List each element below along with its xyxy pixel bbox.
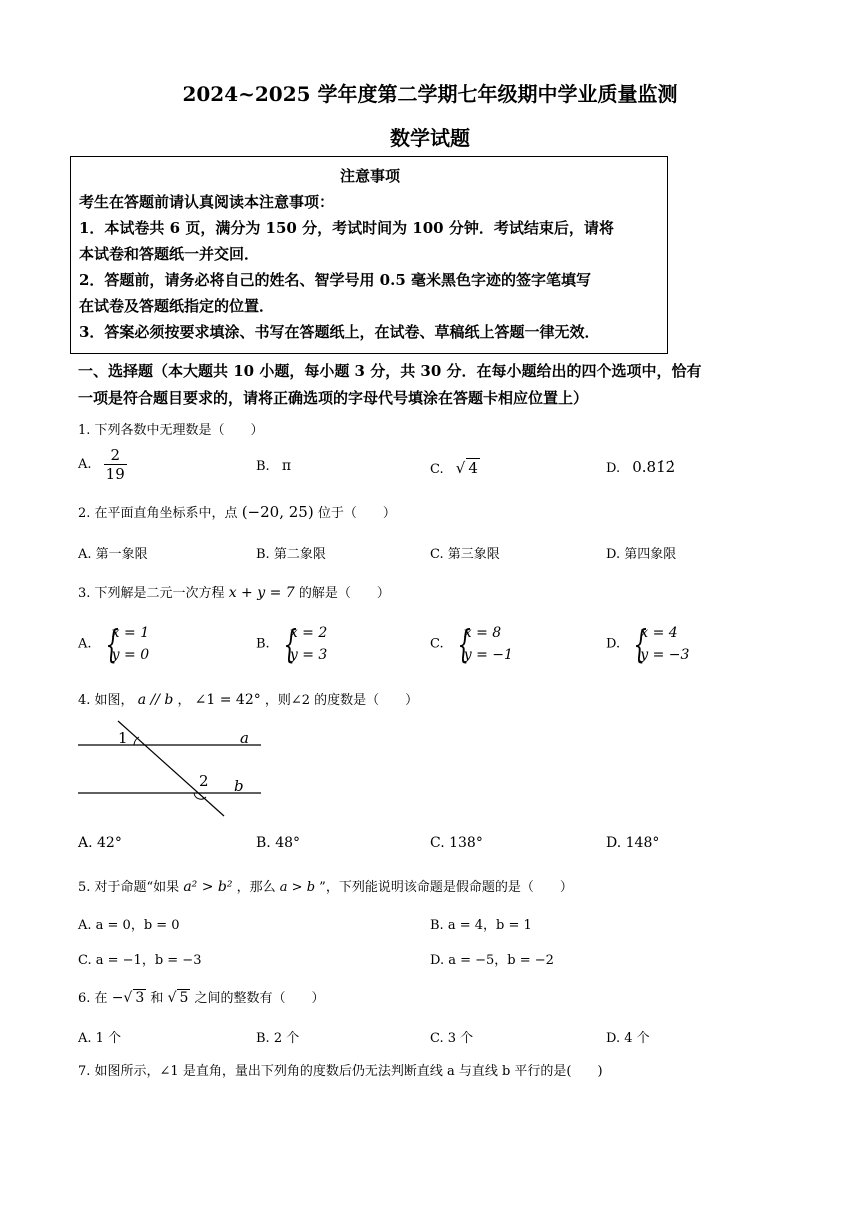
exam-title: 2024~2025 学年度第二学期七年级期中学业质量监测	[182, 82, 678, 106]
q3-option-b-label: B.	[256, 636, 270, 652]
q5-stem-mid: ，那么	[236, 880, 276, 895]
q3-c-eq2: y = −1	[463, 647, 513, 663]
q3-equation: x + y = 7	[228, 585, 295, 601]
q6-stem-post: 之间的整数有（ ）	[194, 991, 325, 1006]
notice-item-3: 3．答案必须按要求填涂、书写在答题纸上，在试卷、草稿纸上答题一律无效．	[79, 323, 600, 341]
q5-option-b: B. a = 4，b = 1	[430, 918, 532, 933]
q3-stem-post: 的解是（ ）	[298, 586, 390, 601]
q3-d-eq2: y = −3	[640, 647, 690, 663]
question-5-stem	[78, 876, 573, 895]
q2-option-c: C. 第三象限	[430, 547, 500, 562]
q6-value-2: 5	[179, 990, 189, 1006]
q6-neg-sqrt-sign: −√	[111, 990, 133, 1006]
q3-stem-pre: 3. 下列解是二元一次方程	[78, 586, 225, 601]
q5-conclusion: a > b	[279, 880, 316, 895]
q4-option-a: A. 42°	[78, 835, 122, 851]
q1-fraction-denominator: 19	[105, 465, 125, 483]
q2-stem-post: 位于（ ）	[317, 506, 396, 521]
q1-fraction-numerator: 2	[104, 446, 127, 465]
q3-a-eq2: y = 0	[111, 647, 150, 663]
section-line-1: 一、选择题（本大题共 10 小题，每小题 3 分，共 30 分．在每小题给出的四个选项中，恰有	[78, 362, 702, 380]
q3-c-eq1: { x = 8	[463, 625, 502, 641]
q4-parallel: a // b	[137, 692, 174, 708]
notice-box	[70, 156, 668, 354]
notice-item-1a: 1．本试卷共 6 页，满分为 150 分，考试时间为 100 分钟．考试结束后，请将	[79, 219, 614, 237]
q4-stem-mid: ，	[177, 693, 191, 708]
q4-stem-pre: 4. 如图，	[78, 693, 134, 708]
q6-option-a: A. 1 个	[78, 1031, 122, 1046]
q1-option-d-value: 0.81̇2̇	[632, 458, 676, 476]
q2-option-a: A. 第一象限	[78, 547, 148, 562]
q1-option-c-label: C.	[430, 462, 444, 477]
notice-title: 注意事项	[339, 167, 400, 185]
q1-option-d	[606, 458, 675, 476]
q4-label-1: 1	[118, 729, 128, 747]
q3-option-d-label: D.	[606, 636, 621, 652]
q1-option-b	[256, 458, 291, 474]
q4-option-d: D. 148°	[606, 835, 660, 851]
q2-option-b: B. 第二象限	[256, 547, 326, 562]
question-3-stem	[78, 582, 390, 601]
q3-option-a-system	[102, 622, 149, 666]
q6-option-b: B. 2 个	[256, 1031, 300, 1046]
q2-option-d: D. 第四象限	[606, 547, 677, 562]
q1-option-b-label: B.	[256, 459, 270, 474]
q3-option-d	[606, 622, 689, 666]
q4-option-c: C. 138°	[430, 835, 483, 851]
q6-option-c: C. 3 个	[430, 1031, 474, 1046]
q6-stem-mid: 和	[150, 991, 164, 1006]
section-heading	[78, 358, 798, 412]
q1-option-d-label: D.	[606, 461, 621, 476]
q3-option-c-label: C.	[430, 636, 444, 652]
q4-angle: ∠1 = 42°	[194, 692, 261, 708]
q1-option-a-fraction	[104, 446, 127, 483]
question-1-stem: 1. 下列各数中无理数是（ ）	[78, 423, 264, 438]
q5-condition: a² > b²	[183, 879, 233, 895]
q3-a-eq1: { x = 1	[111, 625, 150, 641]
notice-intro: 考生在答题前请认真阅读本注意事项：	[79, 193, 335, 211]
q4-transversal	[118, 721, 224, 816]
q1-option-a	[78, 446, 127, 483]
q3-option-d-system	[630, 622, 689, 666]
question-7-stem: 7. 如图所示，∠1 是直角，量出下列角的度数后仍无法判断直线 a 与直线 b 平行的是( )	[78, 1064, 603, 1079]
q1-option-b-value: π	[281, 458, 292, 474]
q6-sqrt-sign: √	[167, 990, 177, 1006]
q5-stem-pre: 5. 对于命题“如果	[78, 880, 180, 895]
q3-d-eq1: { x = 4	[640, 625, 678, 641]
q4-option-b: B. 48°	[256, 835, 301, 851]
q3-b-eq1: { x = 2	[289, 625, 328, 641]
notice-item-2b: 在试卷及答题纸指定的位置．	[79, 297, 275, 315]
q6-option-d: D. 4 个	[606, 1031, 650, 1046]
q6-value-1: 3	[135, 990, 145, 1006]
notice-item-1b: 本试卷和答题纸一并交回．	[79, 245, 260, 263]
q3-option-c-system	[454, 622, 513, 666]
q4-figure	[76, 715, 266, 825]
q3-b-eq2: y = 3	[289, 647, 328, 663]
q4-stem-post: ，则∠2 的度数是（ ）	[264, 693, 419, 708]
question-6-stem	[78, 987, 325, 1006]
q4-label-2: 2	[199, 772, 209, 790]
q5-option-d: D. a = −5，b = −2	[430, 953, 554, 968]
q3-option-b-system	[280, 622, 327, 666]
q3-option-a	[78, 622, 149, 666]
q1-sqrt-sign: √	[455, 459, 466, 477]
q5-stem-post: ”，下列能说明该命题是假命题的是（ ）	[319, 880, 573, 895]
q1-option-c-value: 4	[468, 459, 478, 477]
section-line-2: 一项是符合题目要求的，请将正确选项的字母代号填涂在答题卡相应位置上）	[78, 389, 589, 407]
exam-subtitle: 数学试题	[390, 126, 470, 150]
q4-label-a: a	[240, 729, 249, 747]
q6-stem-pre: 6. 在	[78, 991, 108, 1006]
q5-option-c: C. a = −1，b = −3	[78, 953, 202, 968]
q1-option-c	[430, 458, 480, 477]
notice-item-2a: 2．答题前，请务必将自己的姓名、智学号用 0.5 毫米黑色字迹的签字笔填写	[79, 271, 591, 289]
q4-label-b: b	[234, 777, 244, 795]
q3-option-a-label: A.	[78, 636, 92, 652]
q2-stem-pre: 2. 在平面直角坐标系中，点	[78, 506, 238, 521]
q1-option-a-label: A.	[78, 457, 92, 472]
question-4-stem	[78, 689, 418, 708]
q3-option-c	[430, 622, 513, 666]
q2-point: (−20, 25)	[241, 503, 314, 521]
q3-option-b	[256, 622, 327, 666]
question-2-stem	[78, 502, 396, 521]
q5-option-a: A. a = 0，b = 0	[78, 918, 180, 933]
